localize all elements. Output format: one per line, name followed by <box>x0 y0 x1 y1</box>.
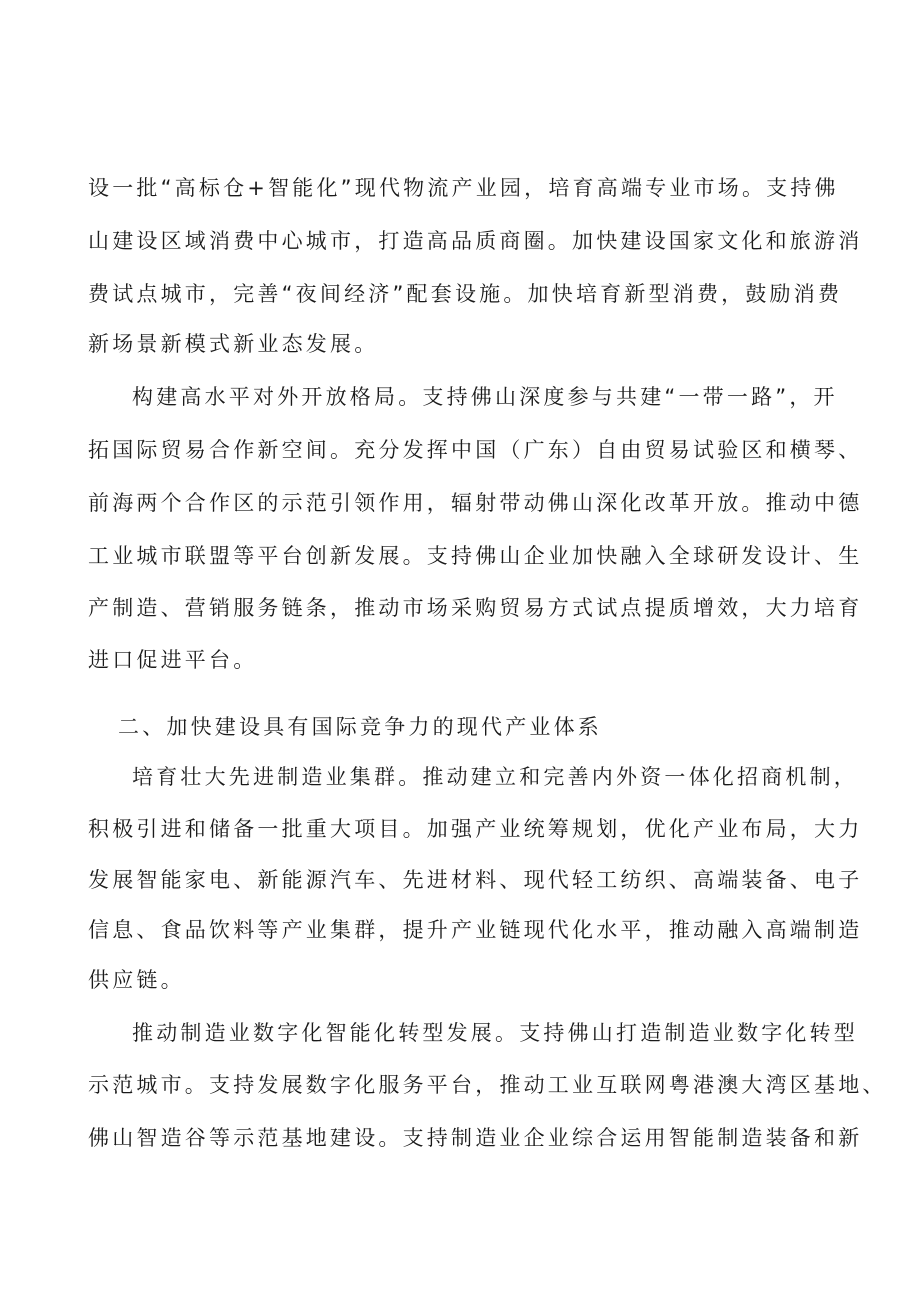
paragraph-1-line-1: 设一批“高标仓+智能化”现代物流产业园，培育高端专业市场。支持佛 <box>88 176 839 200</box>
paragraph-4-line-3: 佛山智造谷等示范基地建设。支持制造业企业综合运用智能制造装备和新 <box>88 1126 863 1150</box>
section-heading: 二、加快建设具有国际竞争力的现代产业体系 <box>118 715 602 739</box>
paragraph-2-line-3: 前海两个合作区的示范引领作用，辐射带动佛山深化改革开放。推动中德 <box>88 491 863 515</box>
paragraph-3-line-5: 供应链。 <box>88 968 185 992</box>
paragraph-2-line-1: 构建高水平对外开放格局。支持佛山深度参与共建“一带一路”，开 <box>132 385 838 409</box>
paragraph-1-line-4: 新场景新模式新业态发展。 <box>88 332 379 356</box>
paragraph-3-line-4: 信息、食品饮料等产业集群，提升产业链现代化水平，推动融入高端制造 <box>88 918 863 942</box>
paragraph-1-line-2: 山建设区域消费中心城市，打造高品质商圈。加快建设国家文化和旅游消 <box>88 229 863 253</box>
paragraph-2-line-4: 工业城市联盟等平台创新发展。支持佛山企业加快融入全球研发设计、生 <box>88 544 863 568</box>
paragraph-1-line-3: 费试点城市，完善“夜间经济”配套设施。加快培育新型消费，鼓励消费 <box>88 282 843 306</box>
paragraph-2-line-5: 产制造、营销服务链条，推动市场采购贸易方式试点提质增效，大力培育 <box>88 596 863 620</box>
paragraph-3-line-2: 积极引进和储备一批重大项目。加强产业统筹规划，优化产业布局，大力 <box>88 817 863 841</box>
paragraph-4-line-2: 示范城市。支持发展数字化服务平台，推动工业互联网粤港澳大湾区基地、 <box>88 1073 887 1097</box>
paragraph-4-line-1: 推动制造业数字化智能化转型发展。支持佛山打造制造业数字化转型 <box>132 1021 858 1045</box>
paragraph-2-line-6: 进口促进平台。 <box>88 648 258 672</box>
paragraph-2-line-2: 拓国际贸易合作新空间。充分发挥中国（广东）自由贸易试验区和横琴、 <box>88 438 863 462</box>
paragraph-3-line-1: 培育壮大先进制造业集群。推动建立和完善内外资一体化招商机制， <box>132 765 858 789</box>
paragraph-3-line-3: 发展智能家电、新能源汽车、先进材料、现代轻工纺织、高端装备、电子 <box>88 868 863 892</box>
